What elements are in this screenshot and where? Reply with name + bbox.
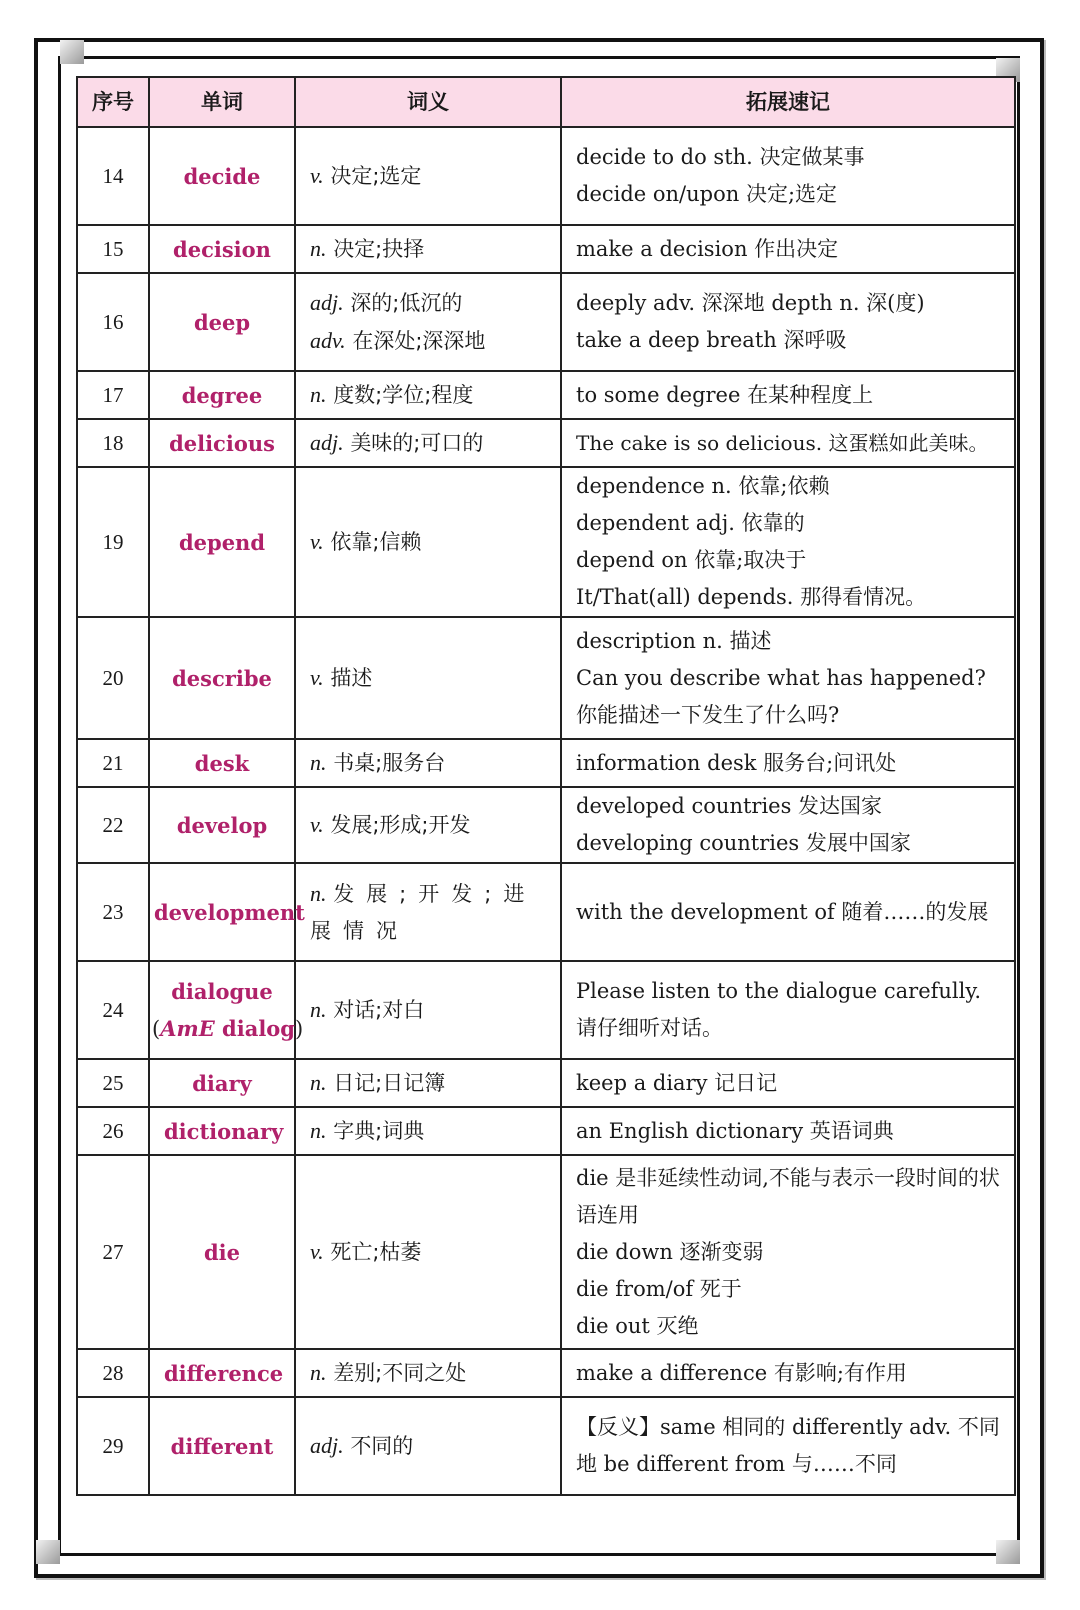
- row-number: 23: [77, 863, 149, 961]
- row-extension: make a difference 有影响;有作用: [561, 1349, 1015, 1397]
- frame-corner: [36, 1540, 60, 1564]
- row-meaning: n. 度数;学位;程度: [295, 371, 561, 419]
- frame-corner: [996, 1540, 1020, 1564]
- header-word: 单词: [149, 77, 295, 127]
- row-number: 29: [77, 1397, 149, 1495]
- row-extension: The cake is so delicious. 这蛋糕如此美味。: [561, 419, 1015, 467]
- table-row: [77, 863, 1015, 961]
- row-number: 19: [77, 467, 149, 617]
- row-meaning: adj. 不同的: [295, 1397, 561, 1495]
- row-meaning: v. 描述: [295, 617, 561, 739]
- row-word: dialogue (AmE dialog): [149, 961, 295, 1059]
- row-extension: Please listen to the dialogue carefully. 请仔细听对话。: [561, 961, 1015, 1059]
- row-extension: an English dictionary 英语词典: [561, 1107, 1015, 1155]
- row-meaning: n. 对话;对白: [295, 961, 561, 1059]
- row-word: diary: [149, 1059, 295, 1107]
- row-extension: die 是非延续性动词,不能与表示一段时间的状语连用 die down 逐渐变弱 die from/of 死于 die out 灭绝: [561, 1155, 1015, 1349]
- row-number: 14: [77, 127, 149, 225]
- row-extension: make a decision 作出决定: [561, 225, 1015, 273]
- row-extension: keep a diary 记日记: [561, 1059, 1015, 1107]
- table-row: [77, 371, 1015, 419]
- header-no: 序号: [77, 77, 149, 127]
- row-meaning: n. 发展;开发;进展情况: [295, 863, 561, 961]
- row-word: desk: [149, 739, 295, 787]
- row-number: 24: [77, 961, 149, 1059]
- table-row: [77, 787, 1015, 863]
- table-row: [77, 1397, 1015, 1495]
- row-number: 28: [77, 1349, 149, 1397]
- row-number: 22: [77, 787, 149, 863]
- table-row: [77, 617, 1015, 739]
- row-meaning: n. 差别;不同之处: [295, 1349, 561, 1397]
- table-row: [77, 1155, 1015, 1349]
- row-word: develop: [149, 787, 295, 863]
- table-row: [77, 467, 1015, 617]
- row-word: development: [149, 863, 295, 961]
- row-extension: 【反义】same 相同的 differently adv. 不同地 be different from 与……不同: [561, 1397, 1015, 1495]
- row-number: 20: [77, 617, 149, 739]
- row-meaning: v. 发展;形成;开发: [295, 787, 561, 863]
- table-row: [77, 961, 1015, 1059]
- header-meaning: 词义: [295, 77, 561, 127]
- row-meaning: v. 依靠;信赖: [295, 467, 561, 617]
- row-extension: description n. 描述 Can you describe what has happened? 你能描述一下发生了什么吗?: [561, 617, 1015, 739]
- frame-corner: [60, 40, 84, 64]
- table-row: [77, 1107, 1015, 1155]
- row-meaning: n. 日记;日记簿: [295, 1059, 561, 1107]
- row-number: 18: [77, 419, 149, 467]
- row-extension: to some degree 在某种程度上: [561, 371, 1015, 419]
- row-word: delicious: [149, 419, 295, 467]
- row-extension: information desk 服务台;问讯处: [561, 739, 1015, 787]
- row-extension: deeply adv. 深深地 depth n. 深(度) take a deep breath 深呼吸: [561, 273, 1015, 371]
- row-meaning: adj. 美味的;可口的: [295, 419, 561, 467]
- row-number: 26: [77, 1107, 149, 1155]
- row-word: die: [149, 1155, 295, 1349]
- row-extension: dependence n. 依靠;依赖 dependent adj. 依靠的 depend on 依靠;取决于 It/That(all) depends. 那得看情况。: [561, 467, 1015, 617]
- row-extension: decide to do sth. 决定做某事 decide on/upon 决定;选定: [561, 127, 1015, 225]
- row-extension: with the development of 随着……的发展: [561, 863, 1015, 961]
- row-word: decide: [149, 127, 295, 225]
- table-row: [77, 225, 1015, 273]
- row-number: 27: [77, 1155, 149, 1349]
- vocabulary-table: [76, 76, 1016, 1496]
- header-extension: 拓展速记: [561, 77, 1015, 127]
- row-meaning: n. 决定;抉择: [295, 225, 561, 273]
- row-word: describe: [149, 617, 295, 739]
- row-meaning: adj. 深的;低沉的 adv. 在深处;深深地: [295, 273, 561, 371]
- row-number: 15: [77, 225, 149, 273]
- row-word: dictionary: [149, 1107, 295, 1155]
- row-number: 25: [77, 1059, 149, 1107]
- row-word: different: [149, 1397, 295, 1495]
- row-extension: developed countries 发达国家 developing countries 发展中国家: [561, 787, 1015, 863]
- table-row: [77, 1059, 1015, 1107]
- row-word: degree: [149, 371, 295, 419]
- row-meaning: n. 书桌;服务台: [295, 739, 561, 787]
- table-row: [77, 419, 1015, 467]
- table-row: [77, 273, 1015, 371]
- row-meaning: n. 字典;词典: [295, 1107, 561, 1155]
- row-number: 21: [77, 739, 149, 787]
- row-word: decision: [149, 225, 295, 273]
- row-word: depend: [149, 467, 295, 617]
- row-word: difference: [149, 1349, 295, 1397]
- row-number: 16: [77, 273, 149, 371]
- table-row: [77, 739, 1015, 787]
- row-meaning: v. 决定;选定: [295, 127, 561, 225]
- table-row: [77, 127, 1015, 225]
- table-row: [77, 1349, 1015, 1397]
- row-number: 17: [77, 371, 149, 419]
- row-word: deep: [149, 273, 295, 371]
- table-header-row: [77, 77, 1015, 127]
- row-meaning: v. 死亡;枯萎: [295, 1155, 561, 1349]
